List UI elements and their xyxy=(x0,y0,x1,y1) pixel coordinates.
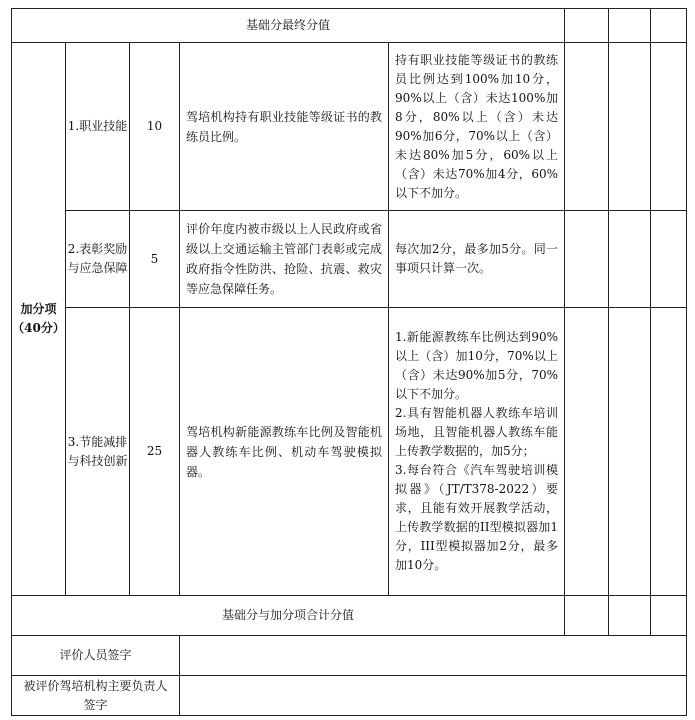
score-cell[interactable] xyxy=(565,596,609,636)
score-cell[interactable] xyxy=(609,211,651,308)
rule-paragraph: 每次加2分，最多加5分。同一事项只计算一次。 xyxy=(395,242,559,275)
header-row xyxy=(12,9,687,43)
evaluator-signature-row xyxy=(12,636,687,676)
scoring-table xyxy=(11,8,687,716)
evaluator-signature-label: 评价人员签字 xyxy=(12,636,180,676)
score-cell[interactable] xyxy=(609,596,651,636)
head-signature-label: 被评价驾培机构主要负责人签字 xyxy=(12,676,180,716)
rule-paragraph: 1.新能源教练车比例达到90%以上（含）加10分，70%以上（含）未达90%加5分，70%以下不加分。 xyxy=(395,330,559,401)
bonus-item-row xyxy=(12,308,687,596)
evaluator-signature-field[interactable] xyxy=(180,636,687,676)
score-cell[interactable] xyxy=(565,43,609,211)
item-score: 25 xyxy=(130,308,180,596)
score-cell[interactable] xyxy=(565,211,609,308)
item-score: 10 xyxy=(130,43,180,211)
score-cell[interactable] xyxy=(609,308,651,596)
total-score-label: 基础分与加分项合计分值 xyxy=(12,596,565,636)
score-cell[interactable] xyxy=(609,9,651,43)
item-description: 驾培机构新能源教练车比例及智能机器人教练车比例、机动车驾驶模拟器。 xyxy=(180,308,389,596)
score-cell[interactable] xyxy=(651,43,687,211)
item-rules xyxy=(389,308,565,596)
bonus-item-row xyxy=(12,43,687,211)
basic-final-score-label: 基础分最终分值 xyxy=(12,9,565,43)
bonus-category-label: 加分项（40分） xyxy=(12,43,66,596)
bonus-item-row xyxy=(12,211,687,308)
head-signature-field[interactable] xyxy=(180,676,687,716)
score-cell[interactable] xyxy=(651,596,687,636)
item-name: 1.职业技能 xyxy=(66,43,130,211)
score-cell[interactable] xyxy=(651,211,687,308)
item-name: 3.节能减排与科技创新 xyxy=(66,308,130,596)
rule-paragraph: 3.每台符合《汽车驾驶培训模拟器》（JT/T378-2022）要求，且能有效开展教学活动，上传教学数据的II型模拟器加1分，III型模拟器加2分，最多加10分。 xyxy=(395,463,559,572)
item-score: 5 xyxy=(130,211,180,308)
item-rules xyxy=(389,211,565,308)
score-cell[interactable] xyxy=(565,9,609,43)
score-cell[interactable] xyxy=(565,308,609,596)
item-description: 评价年度内被市级以上人民政府或省级以上交通运输主管部门表彰或完成政府指令性防洪、抢险、抗震、救灾等应急保障任务。 xyxy=(180,211,389,308)
score-cell[interactable] xyxy=(609,43,651,211)
item-name: 2.表彰奖励与应急保障 xyxy=(66,211,130,308)
rule-paragraph: 2.具有智能机器人教练车培训场地，且智能机器人教练车能上传教学数据的，加5分； xyxy=(395,406,559,458)
rule-paragraph: 持有职业技能等级证书的教练员比例达到100%加10分，90%以上（含）未达100%加8分，80%以上（含）未达90%加6分，70%以上（含）未达80%加5分，60%以上（含）未达70%加4分，60%以下不加分。 xyxy=(395,52,559,200)
total-row xyxy=(12,596,687,636)
score-cell[interactable] xyxy=(651,308,687,596)
head-signature-row xyxy=(12,676,687,716)
item-description: 驾培机构持有职业技能等级证书的教练员比例。 xyxy=(180,43,389,211)
item-rules xyxy=(389,43,565,211)
score-cell[interactable] xyxy=(651,9,687,43)
